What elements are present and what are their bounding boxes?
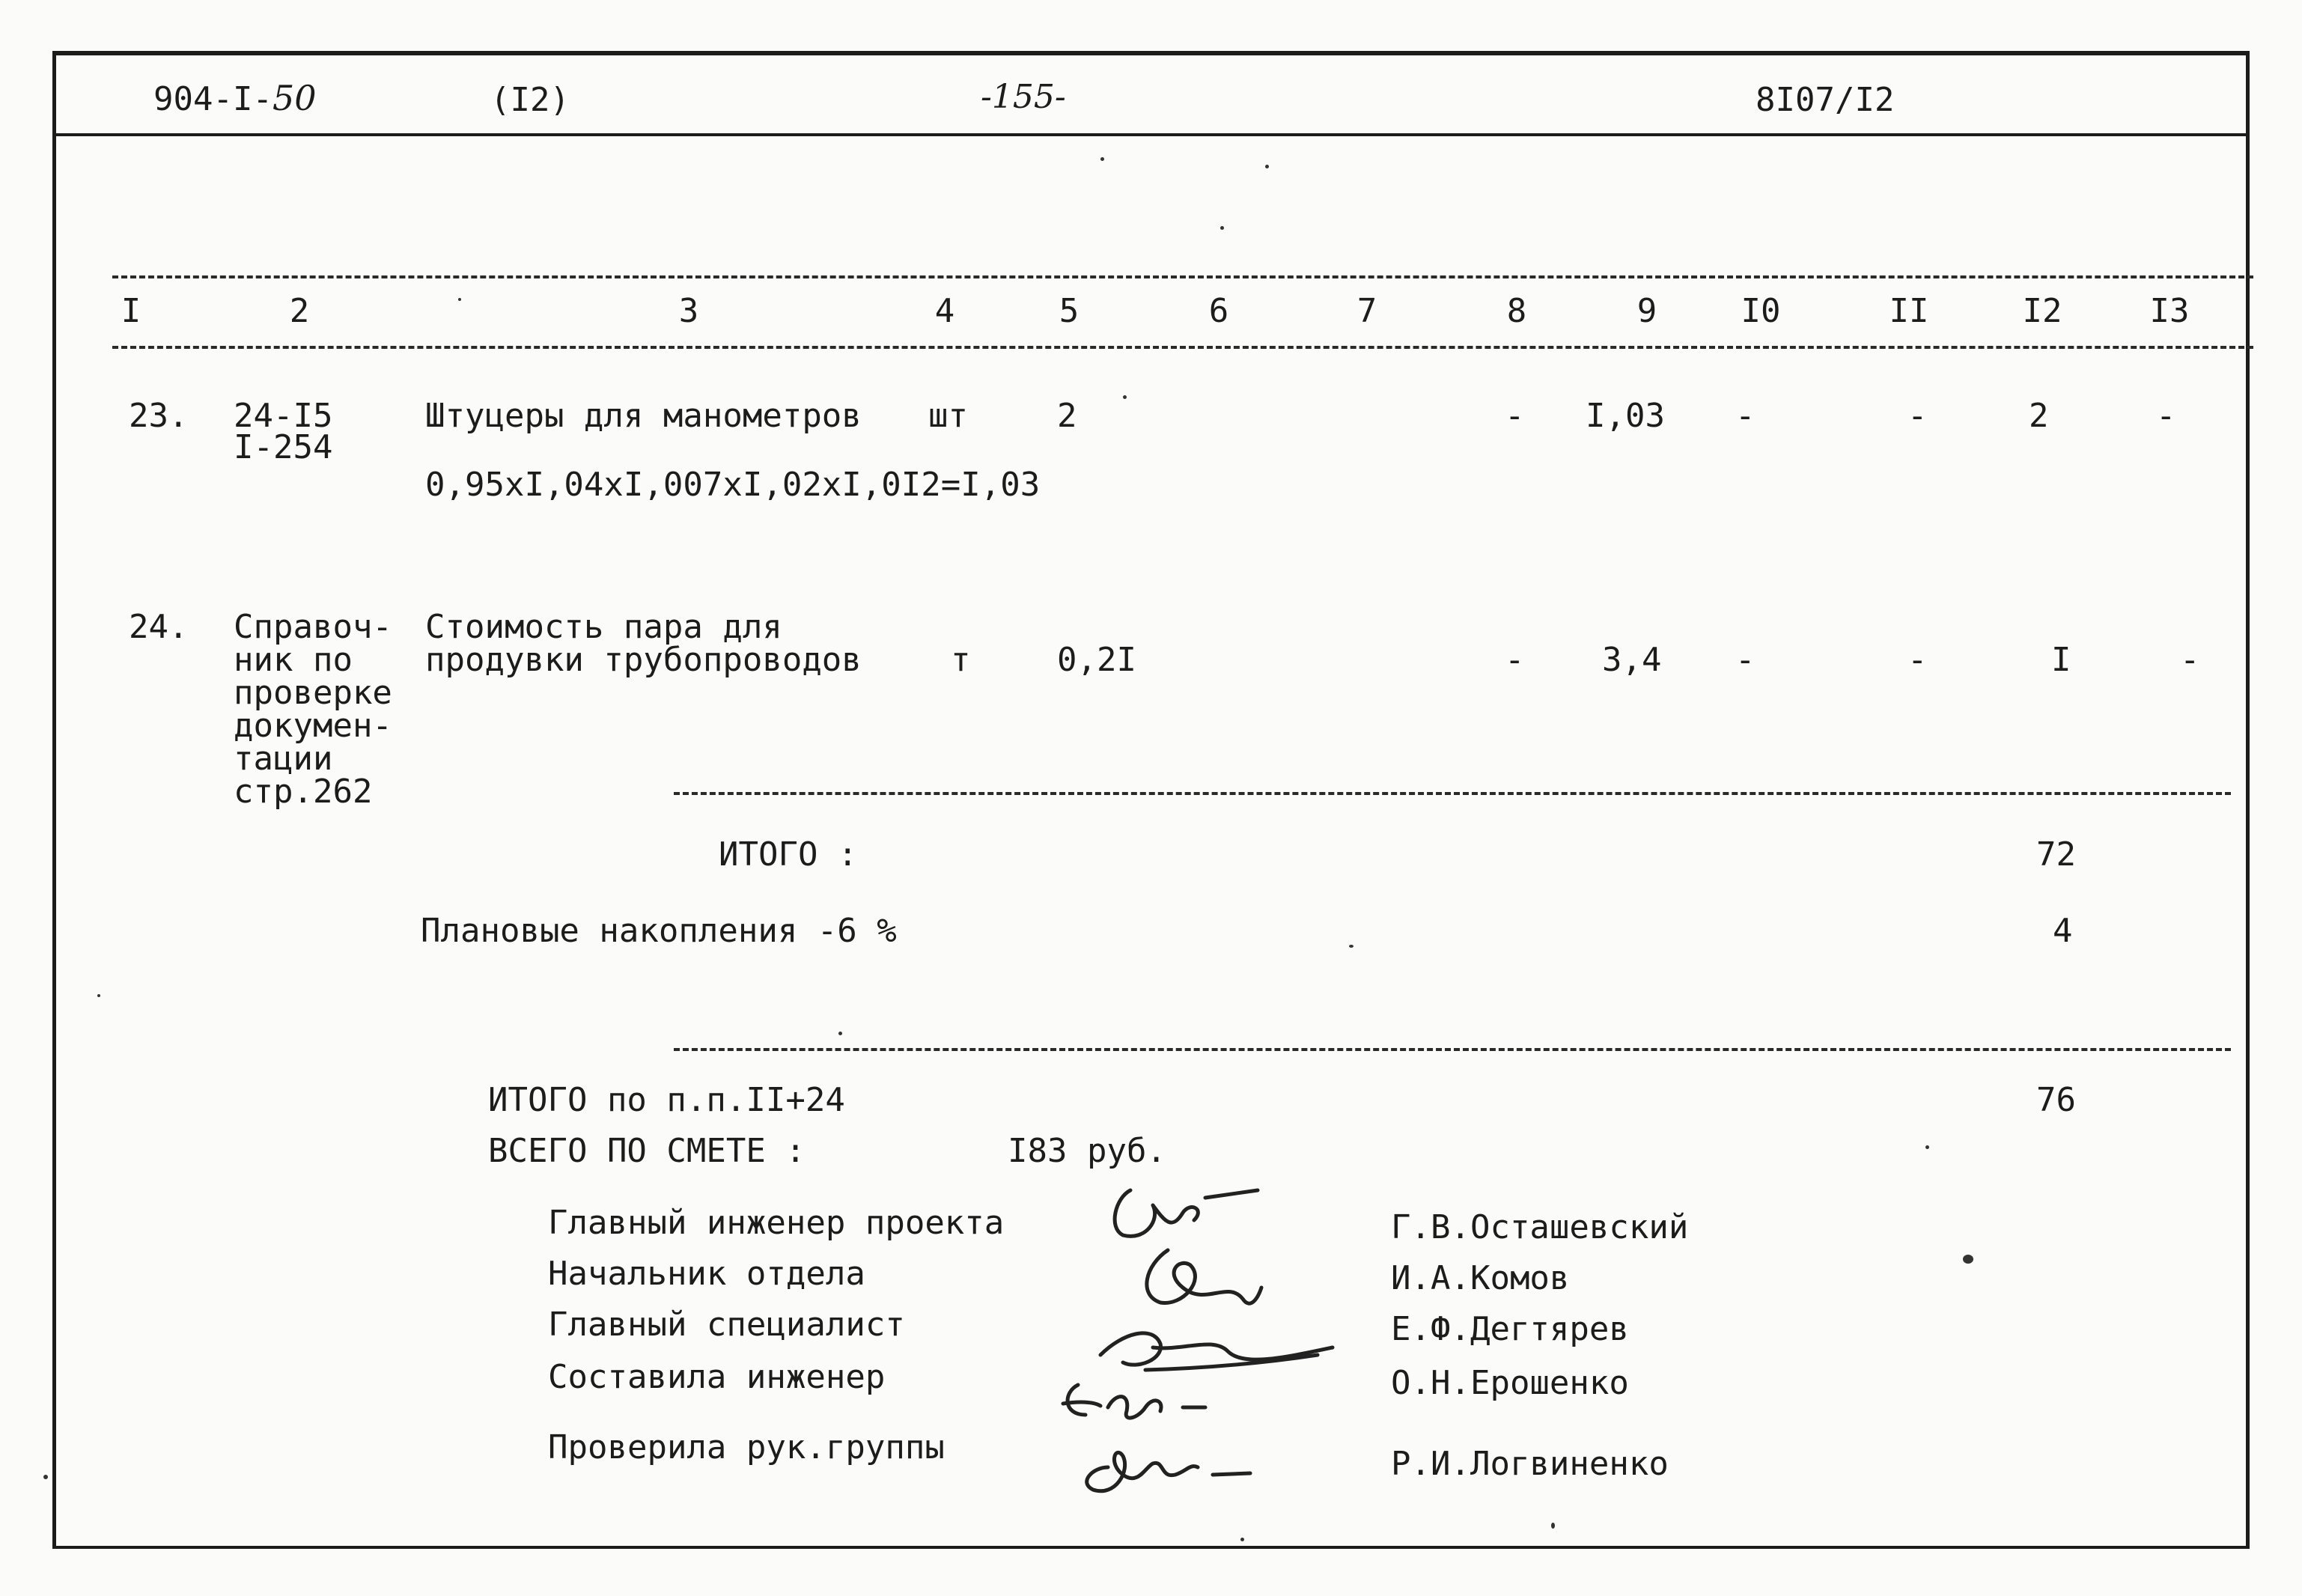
column-number-2: 2 — [289, 292, 310, 330]
sign-name-1: Г.В.Осташевский — [1391, 1208, 1689, 1246]
itogo-value: 72 — [2036, 835, 2076, 874]
column-number-5: 5 — [1059, 292, 1080, 330]
frame-bottom-border — [52, 1546, 2250, 1549]
doc-code — [153, 78, 317, 118]
sign-role-3: Главный специалист — [548, 1306, 905, 1344]
column-number-6: 6 — [1208, 292, 1229, 330]
column-number-9: 9 — [1636, 292, 1657, 330]
row-24-qty: 0,2I — [1057, 641, 1136, 679]
doc-code-handwritten: 50 — [272, 78, 317, 118]
scan-speck — [1100, 157, 1104, 161]
frame-left-border — [52, 51, 56, 1548]
row-23-ref-line2: I-254 — [234, 428, 333, 466]
row-24-col8: - — [1505, 641, 1525, 679]
row-24-col12: I — [2051, 641, 2071, 679]
scan-speck — [1123, 395, 1127, 399]
totals-dash-2 — [674, 1048, 2231, 1051]
doc-number: 8I07/I2 — [1756, 81, 1895, 119]
doc-section: (I2) — [490, 81, 570, 119]
column-number-1: I — [121, 292, 141, 330]
scan-speck — [97, 994, 100, 997]
column-number-8: 8 — [1506, 292, 1527, 330]
row-23-ref-line1: 24-I5 — [234, 397, 333, 435]
scan-speck — [1925, 1145, 1929, 1149]
scan-speck — [43, 1475, 48, 1479]
row-23-formula: 0,95xI,04xI,007xI,02xI,0I2=I,03 — [425, 466, 1041, 504]
row-23-description: Штуцеры для манометров — [425, 397, 862, 435]
planned-savings-label: Плановые накопления -6 % — [421, 912, 897, 950]
itogo-label: ИТОГО : — [719, 835, 858, 874]
vsego-label: ВСЕГО ПО СМЕТЕ : — [488, 1132, 806, 1170]
column-number-13: I3 — [2149, 292, 2190, 330]
row-24-col11: - — [1907, 641, 1928, 679]
sign-role-4: Составила инженер — [548, 1358, 886, 1396]
row-24-ref-line5: тации — [234, 740, 333, 778]
row-24-col13: - — [2180, 641, 2200, 679]
column-number-4: 4 — [934, 292, 955, 330]
planned-savings-value: 4 — [2053, 912, 2073, 950]
row-24-ref-line6: стр.262 — [234, 773, 373, 811]
sign-name-4: О.Н.Ерошенко — [1391, 1364, 1629, 1402]
column-number-10: I0 — [1741, 292, 1781, 330]
frame-top-border — [52, 51, 2250, 55]
row-24-col9: 3,4 — [1602, 641, 1662, 679]
scan-speck — [1551, 1523, 1555, 1529]
row-24-ref-line4: докумен- — [234, 707, 392, 745]
row-24-description-line1: Стоимость пара для — [425, 608, 782, 646]
row-23-col9: I,03 — [1586, 397, 1665, 435]
scan-speck — [1220, 226, 1224, 230]
row-24-ref-line2: ник по — [234, 641, 353, 679]
row-24-description-line2: продувки трубопроводов — [425, 641, 862, 679]
row-23-unit: шт — [928, 397, 968, 435]
row-23-col8: - — [1505, 397, 1525, 435]
sign-role-5: Проверила рук.группы — [548, 1428, 945, 1466]
sign-name-2: И.А.Комов — [1391, 1259, 1570, 1297]
header-dash-top — [112, 275, 2253, 278]
sign-name-5: Р.И.Логвиненко — [1391, 1445, 1669, 1483]
row-23-col11: - — [1907, 397, 1928, 435]
scan-speck — [1265, 165, 1269, 168]
scan-speck — [1240, 1538, 1244, 1541]
frame-header-divider — [52, 133, 2250, 136]
doc-code-prefix: 904-I- — [153, 80, 272, 118]
scan-speck — [838, 1032, 842, 1035]
row-24-unit: т — [951, 641, 971, 679]
scan-speck — [1349, 945, 1354, 948]
column-number-12: I2 — [2022, 292, 2062, 330]
row-24-ref-line3: проверке — [234, 674, 392, 712]
itogo-pp-value: 76 — [2036, 1081, 2076, 1119]
scan-speck — [458, 298, 461, 301]
page-number: -155- — [981, 78, 1066, 116]
column-number-3: 3 — [678, 292, 699, 330]
row-23-col13: - — [2156, 397, 2176, 435]
row-23-col12: 2 — [2029, 397, 2049, 435]
vsego-value: I83 руб. — [1008, 1132, 1166, 1170]
sign-role-2: Начальник отдела — [548, 1255, 865, 1293]
handwritten-signatures — [1033, 1168, 1348, 1497]
row-23-qty: 2 — [1057, 397, 1077, 435]
itogo-pp-label: ИТОГО по п.п.II+24 — [488, 1081, 845, 1119]
sign-role-1: Главный инженер проекта — [548, 1204, 1005, 1242]
totals-dash-1 — [674, 792, 2231, 795]
column-number-7: 7 — [1356, 292, 1377, 330]
row-24-ref-line1: Справоч- — [234, 608, 392, 646]
sign-name-3: Е.Ф.Дегтярев — [1391, 1310, 1629, 1348]
column-number-11: II — [1889, 292, 1929, 330]
row-23-col10: - — [1735, 397, 1756, 435]
row-23-number: 23. — [129, 397, 189, 435]
scan-speck — [1963, 1255, 1973, 1264]
header-dash-bottom — [112, 346, 2253, 349]
row-24-number: 24. — [129, 608, 189, 646]
row-24-col10: - — [1735, 641, 1756, 679]
